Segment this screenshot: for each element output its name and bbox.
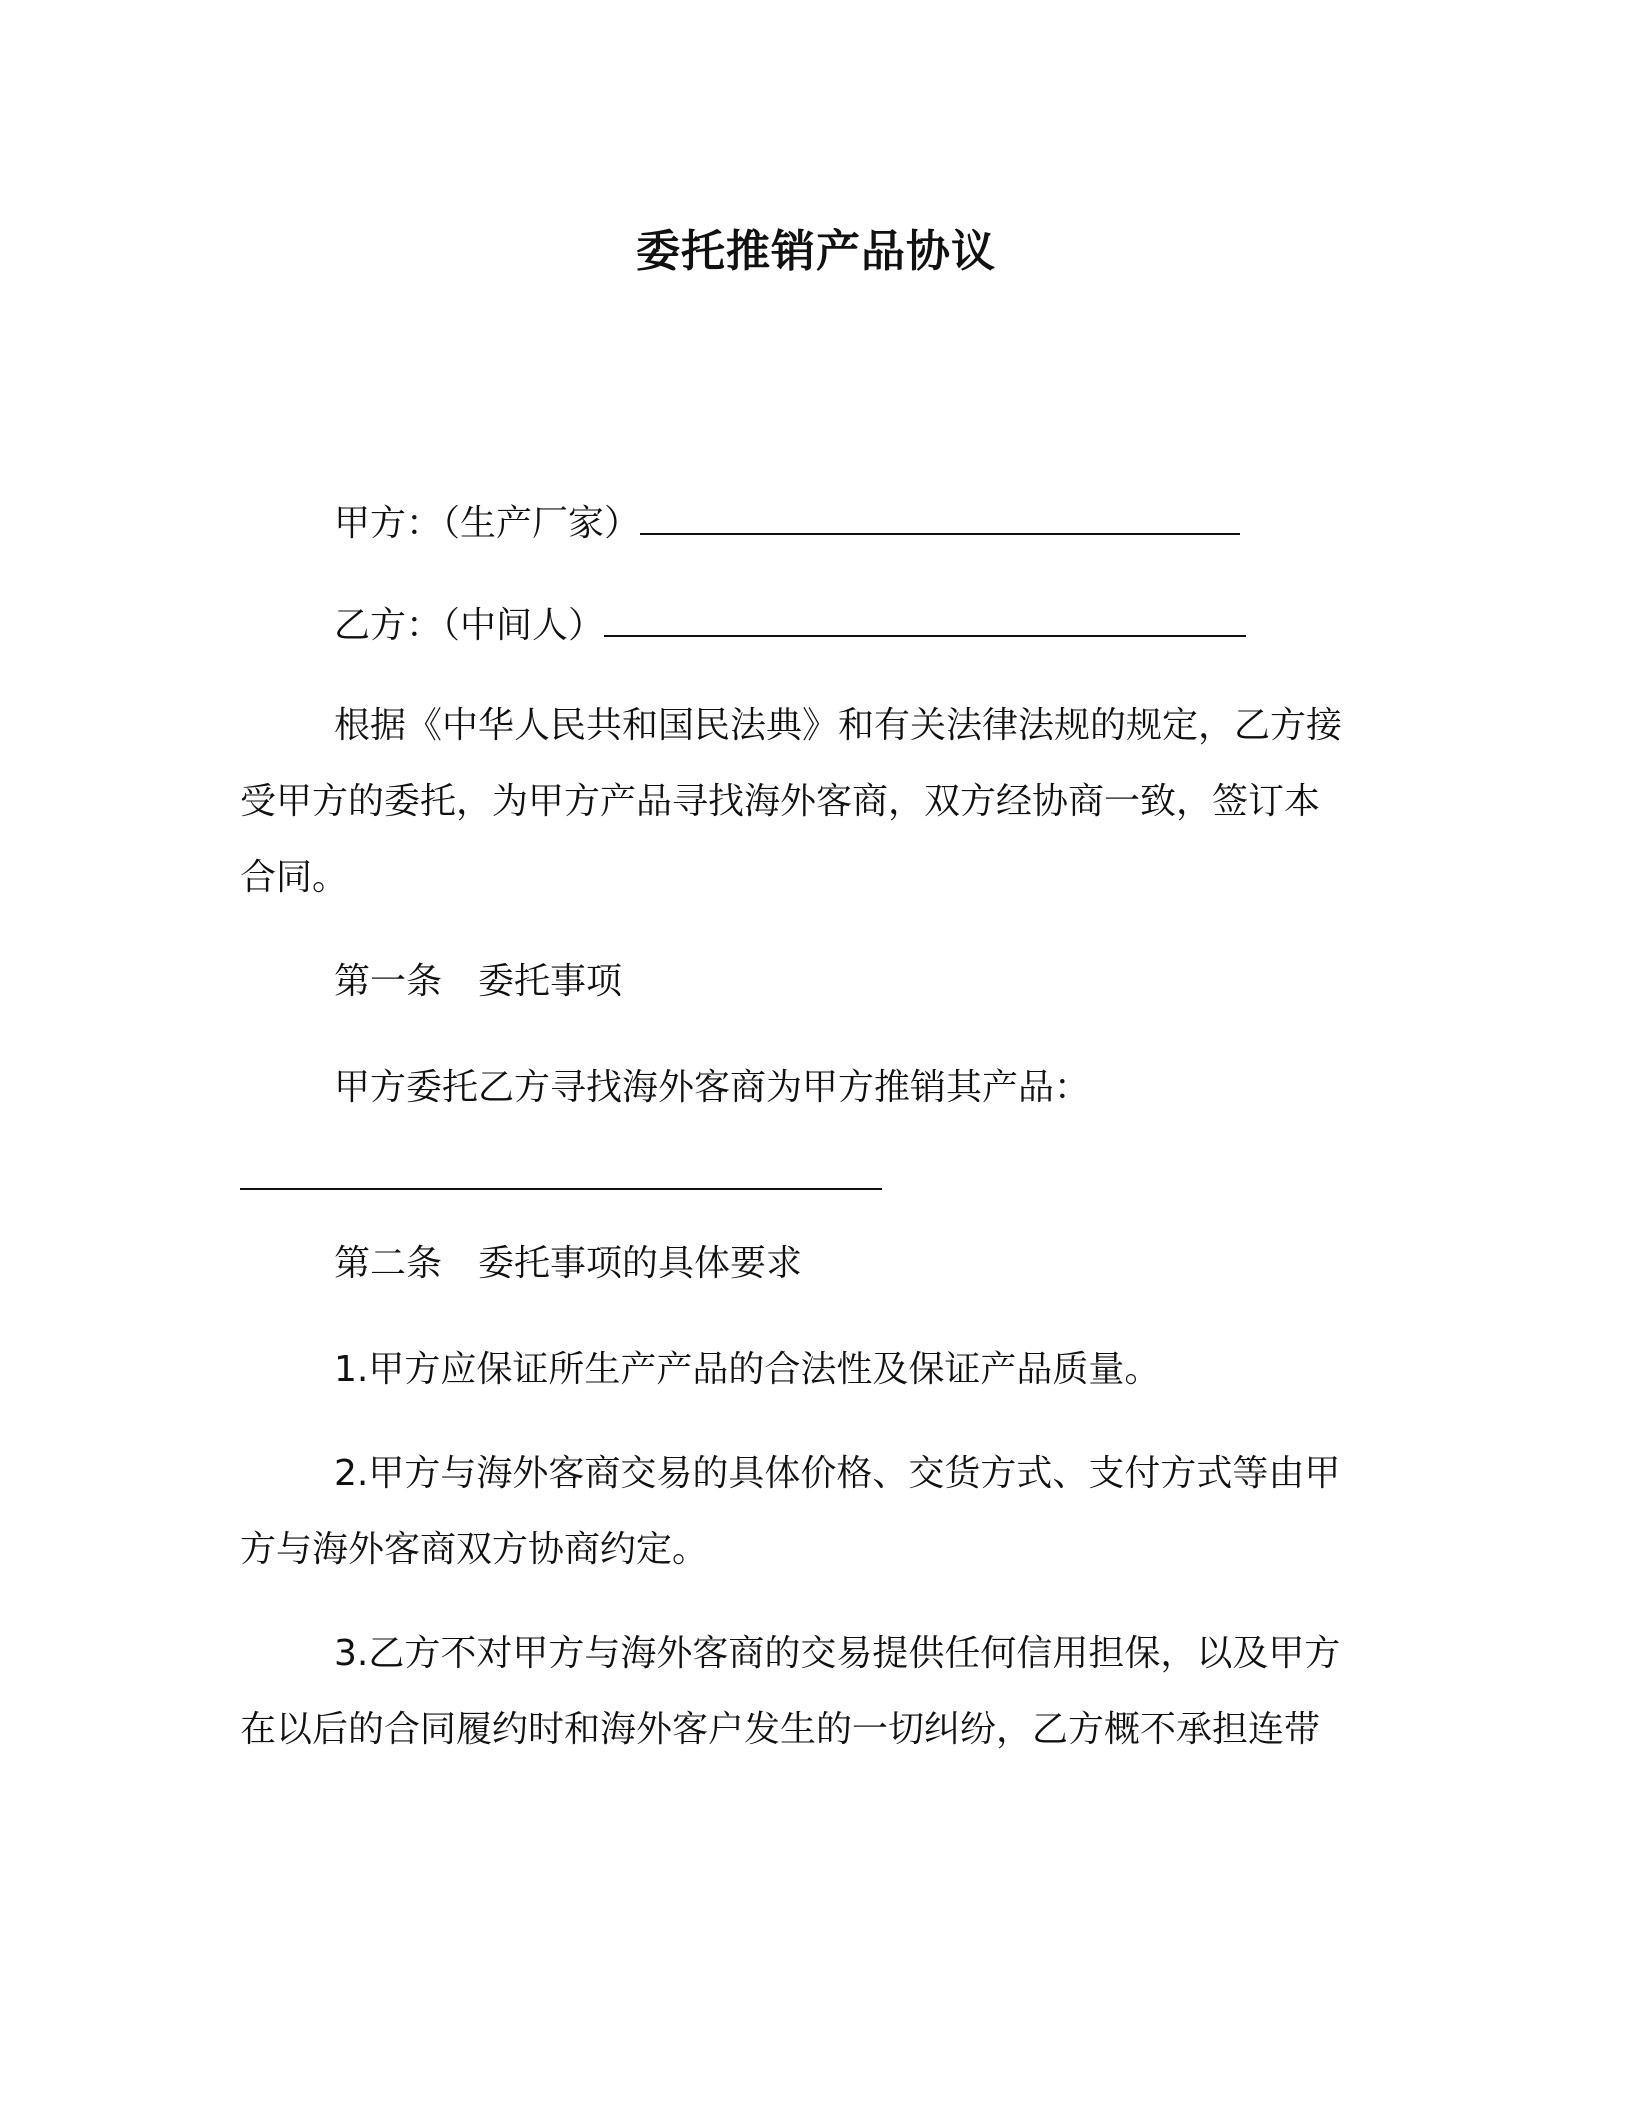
preamble-line-1: 根据《中华人民共和国民法典》和有关法律法规的规定，乙方接: [334, 705, 1343, 746]
party-a-blank[interactable]: [640, 503, 1240, 535]
article-1-heading: 第一条 委托事项: [334, 961, 623, 1002]
party-b-label: 乙方：（中间人）: [334, 605, 605, 646]
article-2-item-3-line-1: 3.乙方不对甲方与海外客商的交易提供任何信用担保，以及甲方: [334, 1633, 1341, 1674]
article-2-item-2-line-2: 方与海外客商双方协商约定。: [240, 1529, 709, 1570]
party-a-label: 甲方：（生产厂家）: [334, 503, 641, 544]
party-b-line: [334, 602, 1494, 650]
article-1-text: 甲方委托乙方寻找海外客商为甲方推销其产品：: [334, 1067, 1091, 1108]
preamble-line-2: 受甲方的委托，为甲方产品寻找海外客商，双方经协商一致，签订本: [240, 781, 1321, 822]
article-2-item-3-line-2: 在以后的合同履约时和海外客户发生的一切纠纷，乙方概不承担连带: [240, 1709, 1321, 1750]
product-blank[interactable]: [240, 1188, 882, 1190]
article-2-item-2-line-1: 2.甲方与海外客商交易的具体价格、交货方式、支付方式等由甲: [334, 1453, 1341, 1494]
party-b-blank[interactable]: [604, 605, 1246, 637]
party-a-line: [334, 500, 1494, 548]
document-title: 委托推销产品协议: [636, 226, 996, 277]
article-2-item-1: 1.甲方应保证所生产产品的合法性及保证产品质量。: [334, 1349, 1161, 1390]
preamble-line-3: 合同。: [240, 857, 349, 898]
article-2-heading: 第二条 委托事项的具体要求: [334, 1243, 803, 1284]
